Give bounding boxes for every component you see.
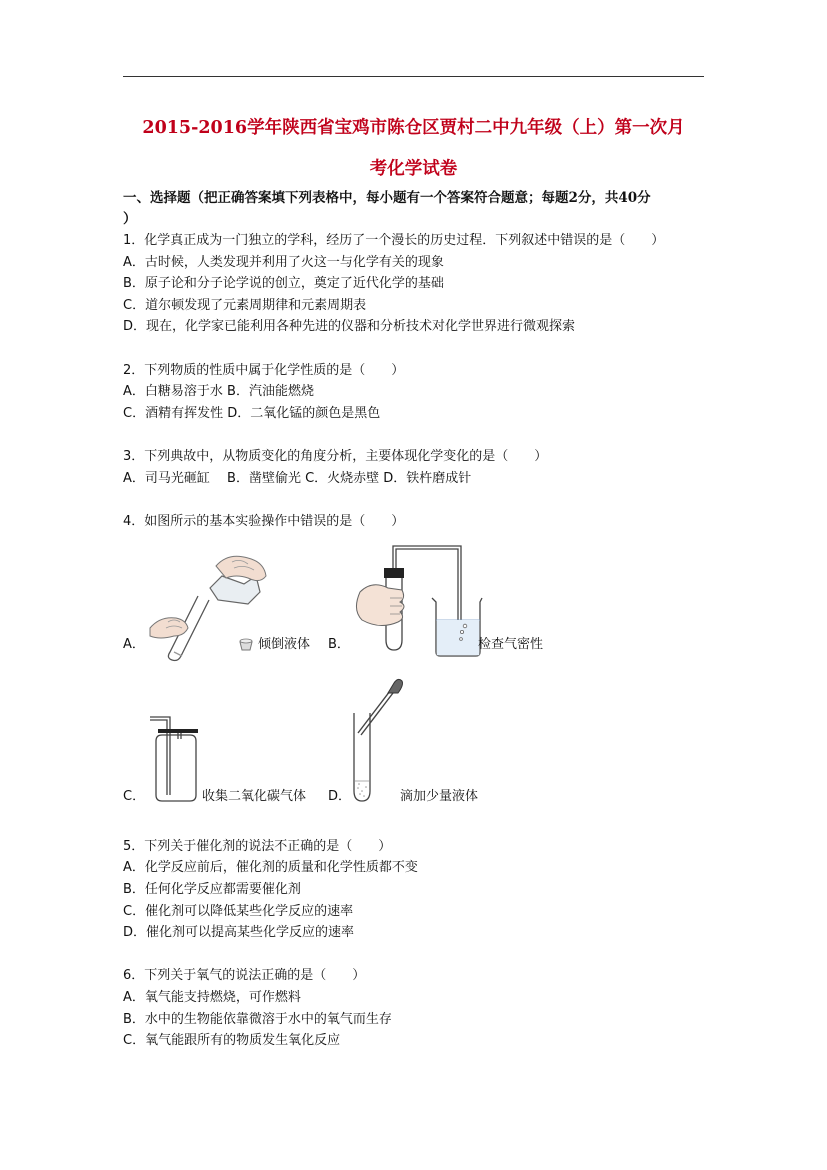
q1-stem: 1．化学真正成为一门独立的学科，经历了一个漫长的历史过程．下列叙述中错误的是（ ） <box>123 233 665 248</box>
q1-option-d: D．现在，化学家已能利用各种先进的仪器和分析技术对化学世界进行微观探索 <box>123 319 576 334</box>
q1-option-c: C．道尔顿发现了元素周期律和元素周期表 <box>123 298 367 313</box>
pouring-liquid-figure <box>148 548 268 658</box>
exam-title-line1: 2015-2016学年陕西省宝鸡市陈仓区贾村二中九年级（上）第一次月 <box>142 118 685 138</box>
q4-option-c-letter: C． <box>123 789 146 804</box>
section-heading: 一、选择题（把正确答案填下列表格中，每小题有一个答案符合题意；每题2分，共40分 <box>123 190 651 206</box>
q6-stem: 6．下列关于氧气的说法正确的是（ ） <box>123 968 366 983</box>
exam-title-line2: 考化学试卷 <box>369 159 458 179</box>
q4-option-d-label: 滴加少量液体 <box>400 789 479 804</box>
q5-stem: 5．下列关于催化剂的说法不正确的是（ ） <box>123 839 392 854</box>
collect-co2-figure <box>146 705 202 805</box>
q5-option-b: B．任何化学反应都需要催化剂 <box>123 882 301 897</box>
q4-option-c-label: 收集二氧化碳气体 <box>202 789 307 804</box>
q3-options: A．司马光砸缸 B．凿壁偷光 C．火烧赤壁 D．铁杵磨成针 <box>123 471 472 486</box>
q5-option-a: A．化学反应前后，催化剂的质量和化学性质都不变 <box>123 860 418 875</box>
q4-option-a-letter: A． <box>123 637 145 652</box>
section-heading-cont: ） <box>123 211 137 227</box>
q2-options-cd: C．酒精有挥发性 D．二氧化锰的颜色是黑色 <box>123 406 381 421</box>
q5-option-c: C．催化剂可以降低某些化学反应的速率 <box>123 904 354 919</box>
q1-option-b: B．原子论和分子论学说的创立，奠定了近代化学的基础 <box>123 276 444 291</box>
q4-option-a-label: 倾倒液体 <box>258 637 311 652</box>
q3-stem: 3．下列典故中，从物质变化的角度分析，主要体现化学变化的是（ ） <box>123 449 548 464</box>
q4-stem: 4．如图所示的基本实验操作中错误的是（ ） <box>123 514 405 529</box>
q4-option-d-letter: D． <box>328 789 352 804</box>
q4-option-b-label: 检查气密性 <box>478 637 544 652</box>
q2-stem: 2．下列物质的性质中属于化学性质的是（ ） <box>123 363 405 378</box>
q4-option-b-letter: B． <box>328 637 350 652</box>
air-tightness-figure <box>350 540 482 660</box>
q2-options-ab: A．白糖易溶于水 B．汽油能燃烧 <box>123 384 314 399</box>
q6-option-b: B．水中的生物能依靠微溶于水中的氧气而生存 <box>123 1012 392 1027</box>
dropper-figure <box>348 673 408 808</box>
q5-option-d: D．催化剂可以提高某些化学反应的速率 <box>123 925 355 940</box>
q6-option-c: C．氧气能跟所有的物质发生氧化反应 <box>123 1033 341 1048</box>
q6-option-a: A．氧气能支持燃烧，可作燃料 <box>123 990 301 1005</box>
header-rule <box>123 76 704 77</box>
q1-option-a: A．古时候，人类发现并利用了火这一与化学有关的现象 <box>123 255 444 270</box>
